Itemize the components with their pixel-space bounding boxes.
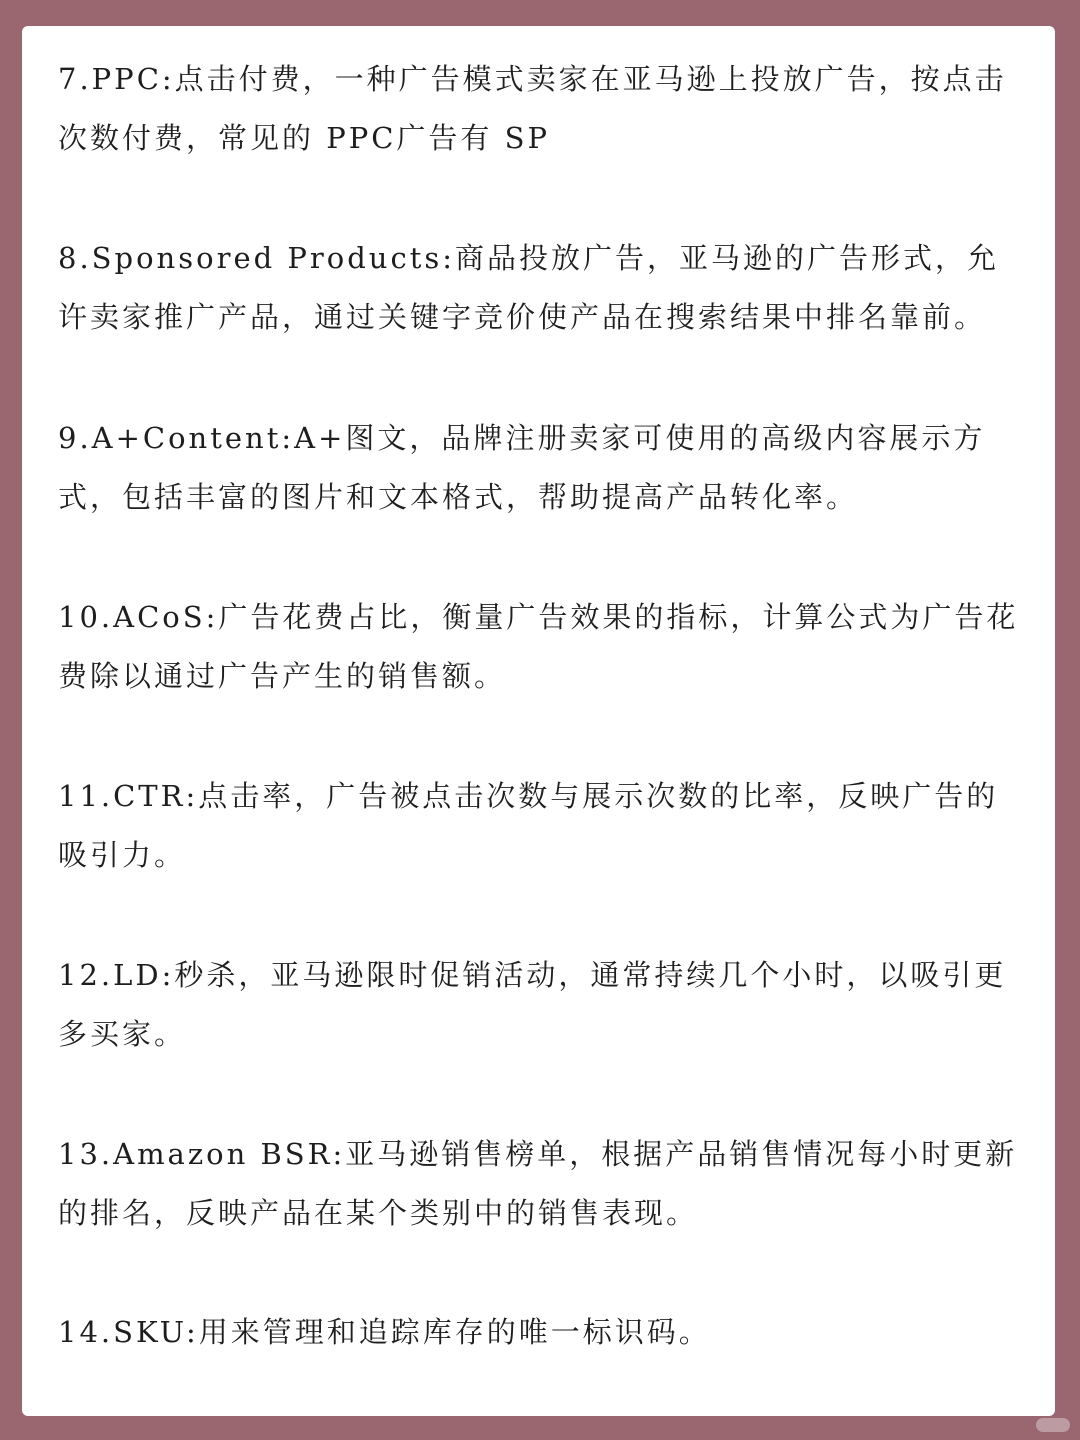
term-entry-ld: 12.LD:秒杀，亚马逊限时促销活动，通常持续几个小时，以吸引更多买家。 bbox=[58, 958, 1007, 1051]
term-entry-a-plus-content: 9.A+Content:A+图文，品牌注册卖家可使用的高级内容展示方式，包括丰富的图片和文本格式，帮助提高产品转化率。 bbox=[58, 421, 986, 514]
content-card bbox=[22, 26, 1055, 1416]
term-entry-sponsored-products: 8.Sponsored Products:商品投放广告，亚马逊的广告形式，允许卖家推广产品，通过关键字竞价使产品在搜索结果中排名靠前。 bbox=[58, 241, 1000, 334]
watermark-logo bbox=[1036, 1418, 1070, 1432]
term-entry-amazon-bsr: 13.Amazon BSR:亚马逊销售榜单，根据产品销售情况每小时更新的排名，反映产品在某个类别中的销售表现。 bbox=[58, 1137, 1018, 1230]
term-entry-ppc: 7.PPC:点击付费，一种广告模式卖家在亚马逊上投放广告，按点击次数付费，常见的 PPC广告有 SP bbox=[58, 62, 1007, 155]
term-entry-sku: 14.SKU:用来管理和追踪库存的唯一标识码。 bbox=[58, 1315, 711, 1349]
term-entry-ctr: 11.CTR:点击率，广告被点击次数与展示次数的比率，反映广告的吸引力。 bbox=[58, 779, 999, 872]
term-entry-acos: 10.ACoS:广告花费占比，衡量广告效果的指标，计算公式为广告花费除以通过广告产生的销售额。 bbox=[58, 600, 1019, 693]
